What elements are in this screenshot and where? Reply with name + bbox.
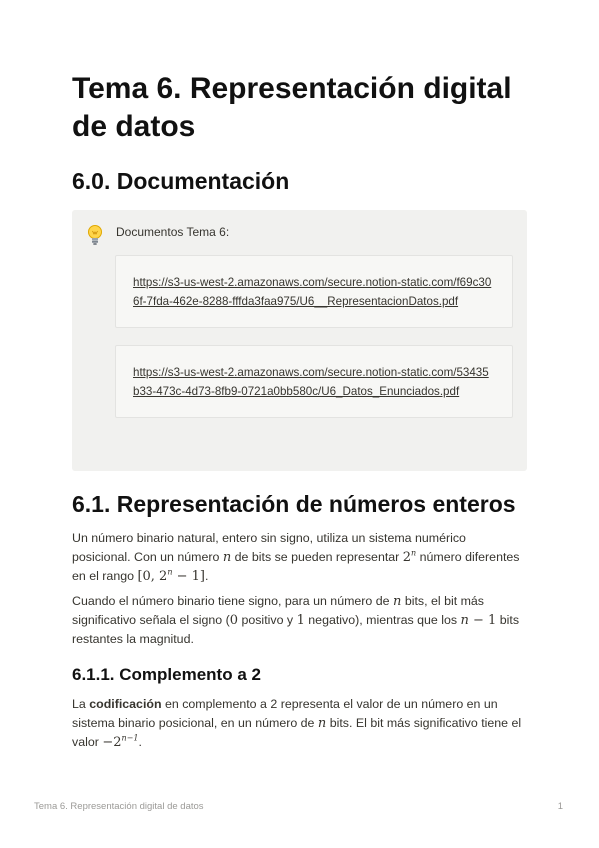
page-title: Tema 6. Representación digital de datos bbox=[72, 72, 512, 143]
math-range: [0, $2^n - 1$] bbox=[137, 567, 205, 584]
text-segment: bits restantes la magnitud. bbox=[72, 613, 520, 646]
text-segment: número diferentes en el rango bbox=[72, 550, 520, 583]
callout-label: Documentos Tema 6: bbox=[116, 225, 230, 239]
text-segment: de bits se pueden representar bbox=[231, 550, 403, 564]
link-datos-enunciados-pdf[interactable]: https://s3-us-west-2.amazonaws.com/secure.notion-static.com/53435b33-473c-4d73-8fb9-0721a0bb580c/U6_Datos_Enunciados.pdf bbox=[133, 366, 489, 398]
text-segment: . bbox=[205, 569, 209, 583]
text-segment: Cuando el número binario tiene signo, para un número de bbox=[72, 594, 393, 608]
math-n-minus-1: n − 1 bbox=[460, 613, 497, 628]
link-representacion-datos-pdf[interactable]: https://s3-us-west-2.amazonaws.com/secure.notion-static.com/f69c306f-7fda-462e-8288-fffda3faa975/U6__RepresentacionDatos.pdf bbox=[133, 276, 492, 308]
math-n: n bbox=[317, 716, 327, 731]
footer-page-number: 1 bbox=[557, 801, 563, 812]
math-one: 1 bbox=[296, 613, 305, 628]
bold-codificacion: codificación bbox=[89, 697, 162, 711]
heading-numeros-enteros: 6.1. Representación de números enteros bbox=[72, 491, 516, 517]
text-segment: en complemento a 2 representa el valor de un número en un sistema binario posicional, en un número de bbox=[72, 697, 498, 730]
math-2-pow-n: 2$^n$ bbox=[402, 548, 417, 565]
document-page bbox=[72, 70, 527, 752]
text-segment: bits. El bit más significativo tiene el valor bbox=[72, 716, 522, 749]
callout-documentos bbox=[72, 210, 527, 471]
text-segment: negativo), mientras que los bbox=[304, 613, 461, 627]
text-segment: La bbox=[72, 697, 90, 711]
link-card-enunciados[interactable] bbox=[115, 345, 513, 418]
footer-title: Tema 6. Representación digital de datos bbox=[34, 801, 204, 812]
text-segment: . bbox=[138, 735, 142, 749]
text-segment: positivo y bbox=[238, 613, 297, 627]
paragraph-binario-signo bbox=[72, 592, 527, 649]
text-segment: Un número binario natural, entero sin signo, utiliza un sistema numérico posicional. Con un número bbox=[72, 531, 466, 564]
math-minus-2-pow: $-2^{n-1}$ bbox=[102, 733, 139, 750]
paragraph-binario-natural bbox=[72, 529, 527, 586]
math-n: n bbox=[393, 594, 402, 609]
text-segment: bits, el bit más significativo señala el signo ( bbox=[72, 594, 485, 627]
heading-complemento-a-2: 6.1.1. Complemento a 2 bbox=[72, 665, 261, 684]
heading-documentacion: 6.0. Documentación bbox=[72, 168, 290, 194]
page-footer bbox=[34, 801, 563, 812]
paragraph-complemento bbox=[72, 695, 527, 752]
math-zero: 0 bbox=[229, 613, 239, 628]
link-card-representacion[interactable] bbox=[115, 255, 513, 328]
math-n: n bbox=[222, 550, 232, 565]
lightbulb-icon bbox=[86, 224, 104, 246]
